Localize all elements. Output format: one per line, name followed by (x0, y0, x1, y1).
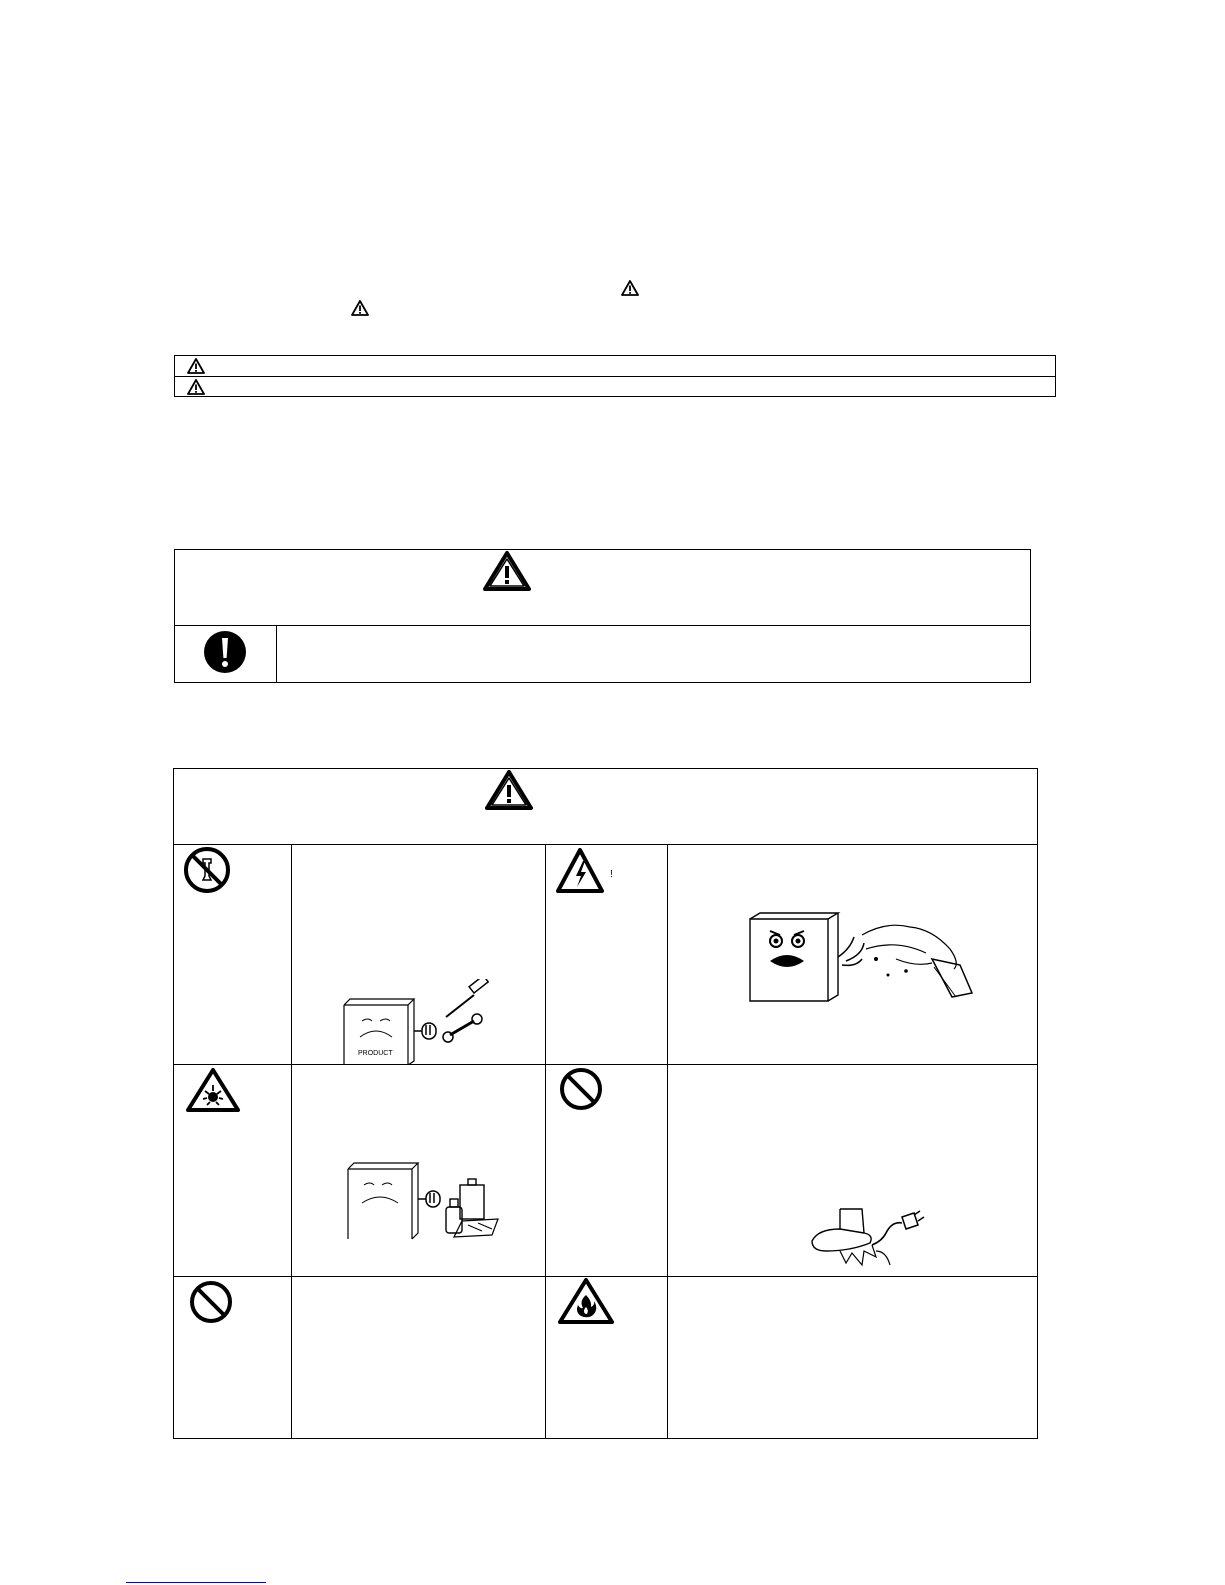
warning-triangle-icon (621, 280, 639, 296)
electric-shock-icon (556, 847, 620, 895)
svg-text:!: ! (610, 869, 613, 880)
warning-triangle-icon (351, 300, 369, 316)
no-disassembly-icon (183, 846, 231, 894)
product-with-flammable-containers-illustration (342, 1161, 504, 1241)
symbol-legend-table (174, 355, 1056, 397)
legend-row (175, 377, 1055, 397)
warning-header (174, 769, 1037, 844)
warning-triangle-icon (187, 358, 205, 374)
prohibition-icon (189, 1280, 233, 1324)
svg-text:PRODUCT: PRODUCT (358, 1050, 393, 1057)
product-with-tools-illustration (324, 979, 514, 1065)
warning-box (173, 768, 1038, 1439)
warning-triangle-icon (484, 769, 534, 811)
warning-triangle-icon (187, 379, 205, 395)
explosion-hazard-icon (185, 1067, 241, 1113)
caution-box (174, 549, 1031, 683)
product-splashed-with-water-illustration (746, 909, 986, 1009)
prohibition-icon (559, 1067, 603, 1111)
foot-stepping-on-cord-illustration (806, 1205, 926, 1271)
fire-hazard-icon (557, 1277, 615, 1325)
footer-link-underline[interactable] (126, 1582, 266, 1583)
mandatory-exclamation-icon (203, 630, 247, 674)
caution-header (175, 550, 1030, 625)
legend-row (175, 356, 1055, 376)
warning-triangle-icon (482, 550, 532, 592)
